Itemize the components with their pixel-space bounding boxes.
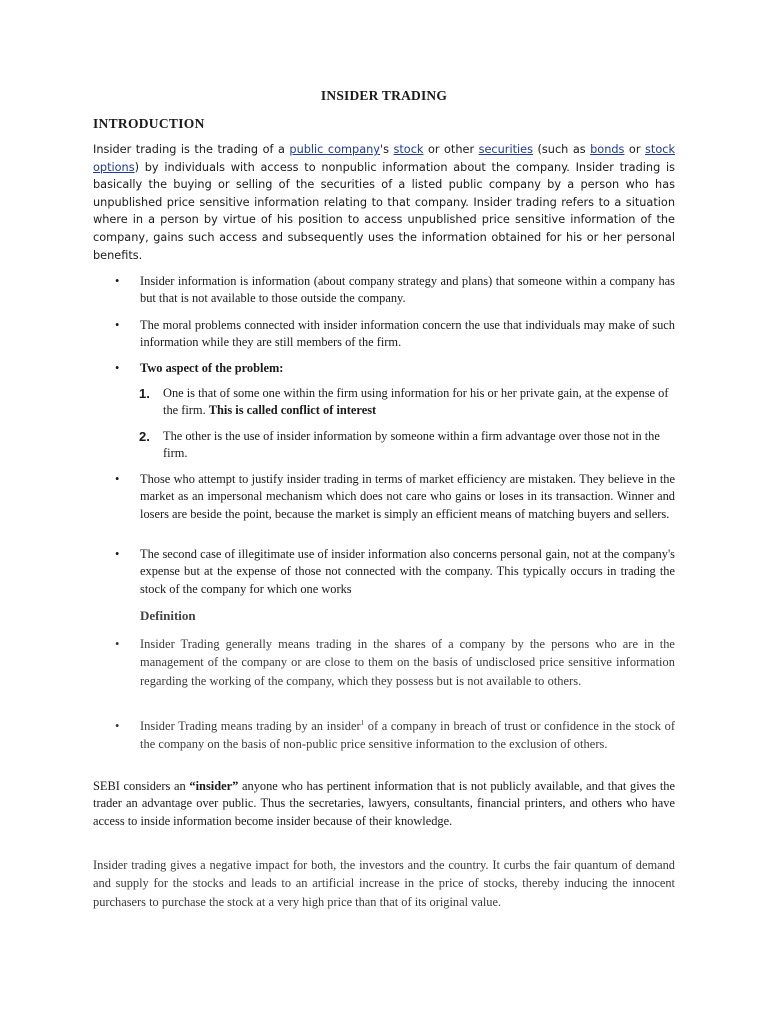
numbered-item: 2. The other is the use of insider information by someone within a firm advantage over those not in the firm. (139, 429, 660, 461)
bullet-icon: • (115, 719, 120, 733)
list-item: • Those who attempt to justify insider trading in terms of market efficiency are mistaken. They believe in the market as an impersonal mechanism which does not care who gains or loses in its transaction. Winner and losers are beside the point, because the market is simply an efficient means of matching buyers and sellers. (115, 472, 675, 521)
numbered-item: 1. One is that of some one within the firm using information for his or her private gain, at the expense of the firm. This is called conflict of interest (139, 386, 669, 418)
list-item (115, 360, 675, 377)
bullet-icon: • (115, 637, 120, 651)
link-stock[interactable]: stock (393, 143, 424, 156)
bullet-icon: • (115, 547, 120, 561)
link-bonds[interactable]: bonds (590, 143, 625, 156)
bullet-icon: • (115, 274, 120, 288)
footnote-marker[interactable]: 1 (360, 719, 365, 727)
impact-paragraph: Insider trading gives a negative impact for both, the investors and the country. It curbs the fair quantum of demand and supply for the stocks and leads to an artificial increase in the price of stocks, thereby inducing the innocent purchasers to purchase the stock at a very high price than that of its original value. (93, 858, 675, 909)
list-item: • Insider information is information (about company strategy and plans) that someone within a company has but that is not available to those outside the company. (115, 274, 675, 306)
link-public-company[interactable]: public company (289, 143, 380, 156)
bullet-icon: • (115, 472, 120, 486)
document-title: INSIDER TRADING (320, 88, 448, 103)
list-item: • Insider Trading generally means trading in the shares of a company by the persons who are in the management of the company or are close to them on the basis of undisclosed price sensitive information regarding the working of the company, which they possess but is not available to others. (115, 637, 675, 688)
definition-heading: Definition (140, 608, 196, 623)
insider-emphasis: “insider” (189, 779, 239, 793)
item-number: 2. (139, 429, 150, 444)
bullet-icon: • (115, 318, 120, 332)
introduction-paragraph: Insider trading is the trading of a public company's stock or other securities (such as bonds or stock options) by individuals with access to nonpublic information about the company. Insider trading is basically the buying or selling of the securities of a listed public company by a person who has unpublished price sensitive information relating to that company. Insider trading refers to a situation where in a person by virtue of his position to access unpublished price sensitive information of the company, gains such access and subsequently uses the information obtained for his or her personal benefits. (93, 143, 675, 262)
link-securities[interactable]: securities (478, 143, 533, 156)
conflict-of-interest-emphasis: This is called conflict of interest (208, 403, 377, 418)
link-stock-options[interactable]: stock options (93, 143, 675, 174)
sebi-paragraph: SEBI considers an “insider” anyone who has pertinent information that is not publicly available, and that gives the trader an advantage over public. Thus the secretaries, lawyers, consultants, financial printers, and others who have access to inside information become insider because of their knowledge. (93, 779, 676, 828)
list-item: • The second case of illegitimate use of insider information also concerns personal gain, not at the company's expense but at the expense of those not connected with the company. This typically occurs in trading the stock of the company for which one works (115, 547, 675, 596)
two-aspect-heading: Two aspect of the problem: (140, 361, 284, 375)
list-item: • The moral problems connected with insider information concern the use that individuals may make of such information while they are still members of the firm. (115, 318, 675, 350)
item-number: 1. (139, 386, 150, 401)
bullet-icon: • (115, 361, 120, 375)
introduction-heading: INTRODUCTION (93, 116, 205, 131)
list-item: • Insider Trading means trading by an insider$^1$ of a company in breach of trust or confidence in the stock of the company on the basis of non-public price sensitive information to the exclusion of others. (115, 719, 675, 752)
